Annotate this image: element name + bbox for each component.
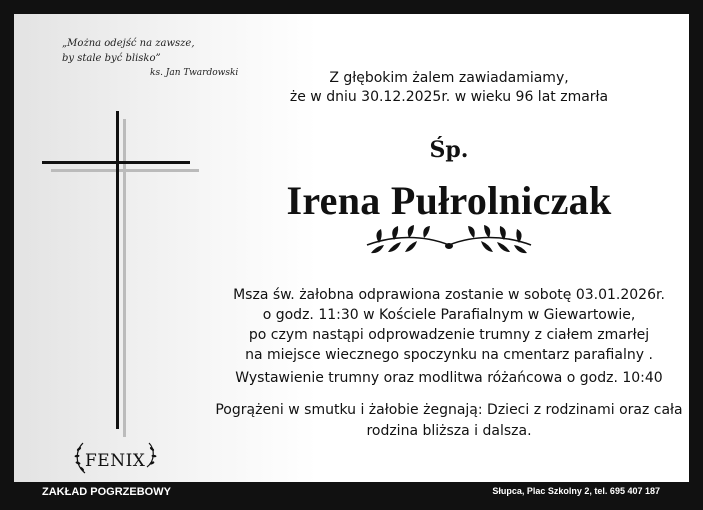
quote-line-2: by stale być blisko” (62, 53, 161, 64)
announcement-line-2: że w dniu 30.12.2025r. w wieku 96 lat zmarła (289, 89, 609, 105)
mass-line-1: Msza św. żałobna odprawiona zostanie w sobotę 03.01.2026r. (233, 287, 665, 303)
exhibition-info: Wystawienie trumny oraz modlitwa różańcowa o godz. 10:40 (235, 370, 663, 386)
cross-icon (39, 99, 199, 444)
deceased-name: Irena Pułrolniczak (286, 178, 612, 223)
cross-vertical-bar (116, 111, 119, 429)
title-sp: Śp. (429, 137, 469, 163)
announcement (224, 69, 674, 107)
mass-line-3: po czym nastąpi odprowadzenie trumny z ciałem zmarłej (248, 327, 650, 343)
mass-line-2: o godz. 11:30 w Kościele Parafialnym w Giewartowie, (262, 307, 636, 323)
cross-shadow-horizontal (51, 169, 199, 172)
quote-line-1: „Można odejść na zawsze, (62, 38, 195, 49)
cross-horizontal-bar (42, 161, 190, 164)
mass-info (204, 285, 689, 365)
mourners-info (204, 400, 689, 442)
mourners-line-1: Pogrążeni w smutku i żałobie żegnają: Dzieci z rodzinami oraz cała (215, 402, 683, 418)
logo-text: FENIX (85, 451, 146, 471)
cross-shadow-vertical (123, 119, 126, 437)
mourners-line-2: rodzina bliższa i dalsza. (366, 423, 532, 439)
footer-contact: Słupca, Plac Szkolny 2, tel. 695 407 187 (492, 486, 660, 496)
quote-block (62, 36, 238, 81)
quote-author: ks. Jan Twardowski (150, 68, 239, 78)
fenix-logo (69, 437, 164, 477)
obituary-panel (14, 14, 689, 482)
mass-line-4: na miejsce wiecznego spoczynku na cmentarz parafialny . (245, 347, 653, 363)
footer-company: ZAKŁAD POGRZEBOWY (42, 486, 171, 498)
laurel-branch-icon (349, 221, 549, 259)
announcement-line-1: Z głębokim żalem zawiadamiamy, (329, 70, 569, 86)
